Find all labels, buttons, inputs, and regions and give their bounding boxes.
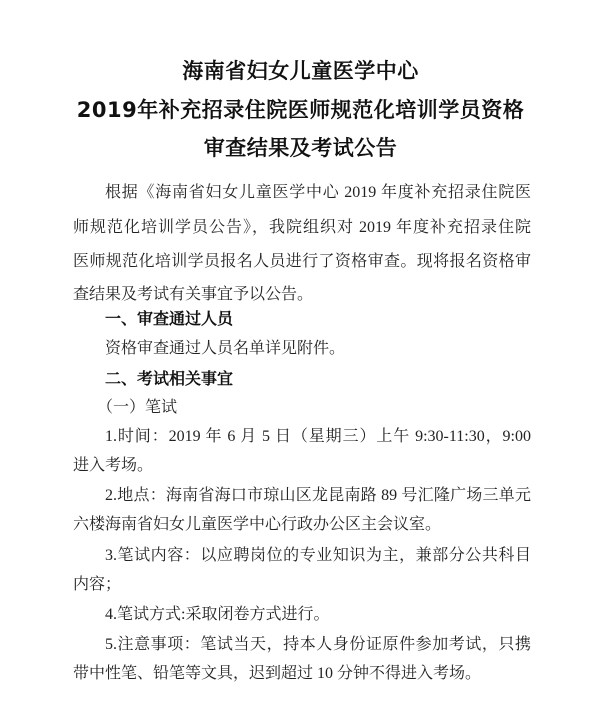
item-notes-line: 带中性笔、铅笔等文具，迟到超过 10 分钟不得进入考场。	[73, 665, 482, 682]
intro-line: 根据《海南省妇女儿童医学中心 2019 年度补充招录住院医	[105, 184, 531, 201]
intro-line: 查结果及考试有关事宜予以公告。	[73, 286, 314, 303]
item-time-line: 1.时间：2019 年 6 月 5 日（星期三）上午 9:30-11:30，9:00	[105, 428, 531, 445]
section-2-heading: 二、考试相关事宜	[105, 369, 234, 388]
intro-line: 医师规范化培训学员报名人员进行了资格审查。现将报名资格审	[73, 253, 531, 270]
item-location-line: 2.地点：海南省海口市琼山区龙昆南路 89 号汇隆广场三单元	[105, 487, 531, 504]
item-time-line: 进入考场。	[73, 457, 154, 474]
item-method-line: 4.笔试方式:采取闭卷方式进行。	[105, 606, 330, 623]
item-content-line: 内容；	[73, 576, 122, 593]
item-content-line: 3.笔试内容：以应聘岗位的专业知识为主，兼部分公共科目	[105, 547, 531, 564]
section-1-heading: 一、审查通过人员	[105, 309, 234, 328]
title-line-1: 海南省妇女儿童医学中心	[182, 59, 419, 83]
written-exam-subheading: （一）笔试	[97, 399, 178, 416]
item-notes-line: 5.注意事项：笔试当天，持本人身份证原件参加考试，只携	[105, 636, 531, 653]
section-1-text: 资格审查通过人员名单详见附件。	[105, 340, 346, 357]
intro-line: 师规范化培训学员公告》，我院组织对 2019 年度补充招录住院	[73, 219, 531, 236]
title-line-3: 审查结果及考试公告	[203, 136, 398, 160]
title-line-2: 2019年补充招录住院医师规范化培训学员资格	[76, 98, 525, 122]
item-location-line: 六楼海南省妇女儿童医学中心行政办公区主会议室。	[73, 516, 442, 533]
